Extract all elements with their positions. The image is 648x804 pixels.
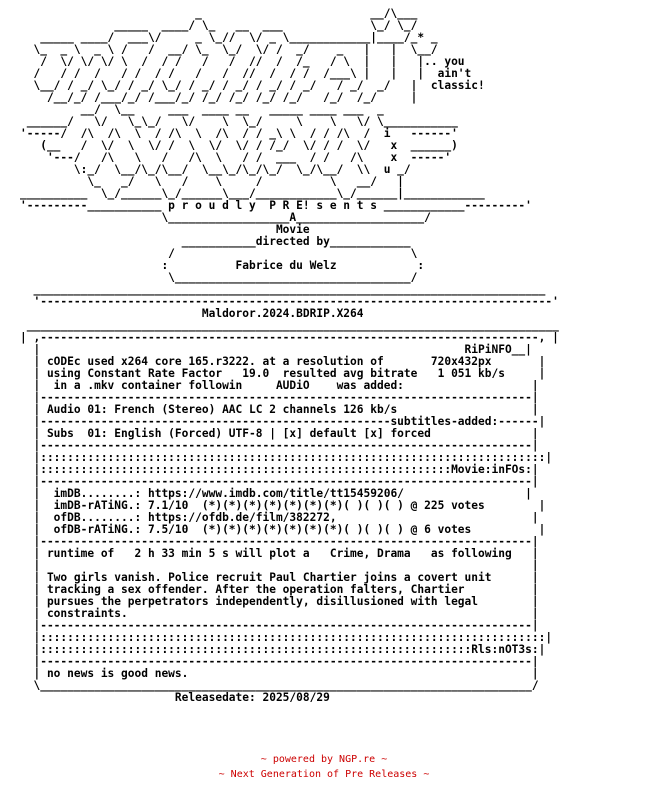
footer-powered-by: ~ powered by NGP.re ~ <box>260 754 388 765</box>
nfo-line: Releasedate: 2025/08/29 <box>20 691 330 704</box>
nfo-line: | | <box>20 559 539 572</box>
nfo-line: |-------------------------------------------------------------------------| <box>20 535 539 548</box>
nfo-line: : Fabrice du Welz : <box>20 259 425 272</box>
nfo-line: / \/ \/ \/ \ / / / / / // / /_ / \ | | |.. you <box>20 55 465 68</box>
nfo-line: |----------------------------------------------------subtitles-added:------| <box>20 415 546 428</box>
nfo-line: |-------------------------------------------------------------------------| <box>20 619 539 632</box>
nfo-line: _______________________________________________________________________________ <box>20 319 559 332</box>
nfo-line: | ofDB-rATiNG.: 7.5/10 (*)(*)(*)(*)(*)(*)(*)( )( )( ) @ 6 votes | <box>20 523 546 536</box>
nfo-line: | tracking a sex offender. After the operation falters, Chartier | <box>20 583 539 596</box>
nfo-line: | using Constant Rate Factor 19.0 resulted avg bitrate 1 051 kb/s | <box>20 367 546 380</box>
nfo-line: |-------------------------------------------------------------------------| <box>20 439 539 452</box>
nfo-line: | Two girls vanish. Police recruit Paul Chartier joins a covert unit | <box>20 571 539 584</box>
nfo-line: | in a .mkv container followin AUDiO was added: | <box>20 379 539 392</box>
nfo-line: '----------------------------------------------------------------------------' <box>20 295 559 308</box>
nfo-line: |-------------------------------------------------------------------------| <box>20 655 539 668</box>
nfo-line: \__/ / _/ \_/ / _/ \_/ / _/ / _/ / _/ / _/ / _/ _/ | classic! <box>20 79 485 92</box>
nfo-line: __/ \__ ___ ____ __ _____ ____ ___ _ <box>20 103 384 116</box>
nfo-line: ___________directed by____________ <box>20 235 411 248</box>
nfo-line: \_ _ \ _ \ / / __/ \_ \_/ \/ / _/ _ | | \__/ <box>20 43 438 56</box>
nfo-line: | pursues the perpetrators independently, disillusioned with legal | <box>20 595 539 608</box>
nfo-line: | ,--------------------------------------------------------------------------, | <box>20 331 559 344</box>
nfo-line: |-------------------------------------------------------------------------| <box>20 391 539 404</box>
nfo-line: '---------___________ p r o u d l y P R E! s e n t s ____________---------' <box>20 199 532 212</box>
nfo-line: | Audio 01: French (Stereo) AAC LC 2 channels 126 kb/s | <box>20 403 539 416</box>
nfo-line: | no news is good news. | <box>20 667 539 680</box>
nfo-line: |:::::::::::::::::::::::::::::::::::::::::::::::::::::::::::::Movie:inFOs:| <box>20 463 539 476</box>
nfo-line: / \ <box>20 247 418 260</box>
nfo-line: | constraints. | <box>20 607 539 620</box>
nfo-line: \_________________________________________________________________________/ <box>20 679 539 692</box>
nfo-line: | RiPiNFO__| <box>20 343 532 356</box>
nfo-line: \___________________________________/ <box>20 271 418 284</box>
nfo-line: | runtime of 2 h 33 min 5 s will plot a Crime, Drama as following | <box>20 547 539 560</box>
nfo-line: __________ \_/______\_/______\___/____________\_/______|____________ <box>20 187 485 200</box>
nfo-line: _ __/\___ <box>20 7 418 20</box>
nfo-line: / / / / / / / / / / // / / / /___\ | | | ain't <box>20 67 472 80</box>
nfo-line: | imDB........: https://www.imdb.com/title/tt15459206/ | <box>20 487 532 500</box>
footer <box>0 752 648 782</box>
nfo-line: ____________________________________________________________________________ <box>20 283 546 296</box>
nfo-line: | ofDB........: https://ofdb.de/film/382272, | <box>20 511 539 524</box>
nfo-line: |:::::::::::::::::::::::::::::::::::::::::::::::::::::::::::::::::::::::::::| <box>20 451 553 464</box>
nfo-line: '-----/ /\ /\ \ / /\ \ /\ / / _\ \ / / /\ / i ------' <box>20 127 458 140</box>
nfo-line: \:_/ \__/\_/\__/ \__\_/\_/\_/ \_/\__/ \\ u _/ <box>20 163 411 176</box>
footer-tagline: ~ Next Generation of Pre Releases ~ <box>218 769 430 780</box>
nfo-line: \__________________A___________________/ <box>20 211 431 224</box>
nfo-line: Maldoror.2024.BDRIP.X264 <box>20 307 364 320</box>
nfo-line: | imDB-rATiNG.: 7.1/10 (*)(*)(*)(*)(*)(*)(*)( )( )( ) @ 225 votes | <box>20 499 546 512</box>
nfo-line: Movie <box>20 223 310 236</box>
nfo-line: |:::::::::::::::::::::::::::::::::::::::::::::::::::::::::::::::::::::::::::| <box>20 631 553 644</box>
nfo-line: (__ / \/ \ \/ / \ \/ \/ / /_/ \/ / / \/ x ______) <box>20 139 458 152</box>
nfo-line: |::::::::::::::::::::::::::::::::::::::::::::::::::::::::::::::::Rls:nOT3s:| <box>20 643 546 656</box>
nfo-line: ______/ \/ \_\_/ \/ \ \_/ \ \ \/ \___________ <box>20 115 458 128</box>
nfo-line: |-------------------------------------------------------------------------| <box>20 475 539 488</box>
nfo-line: _____ ____/ \_ __ ___ \_/ \_/ <box>20 19 418 32</box>
nfo-line: '---/ /\ \ / /\ \ / / ___ / / /\ x -----' <box>20 151 452 164</box>
nfo-line: _____ ____/ ___\/ _ \_// \/ _ \____________|____/_* _ <box>20 31 438 44</box>
nfo-line: /__/_/ /___/_/ /___/_/ /_/ /_/ /_/ /_/ /_/ /_/ | <box>20 91 418 104</box>
nfo-line: | cODEc used x264 core 165.r3222. at a resolution of 720x432px | <box>20 355 546 368</box>
nfo-line: | Subs 01: English (Forced) UTF-8 | [x] default [x] forced | <box>20 427 539 440</box>
nfo-text <box>20 8 559 704</box>
nfo-line: \_ _/ \ / \ / \ __/ | <box>20 175 404 188</box>
